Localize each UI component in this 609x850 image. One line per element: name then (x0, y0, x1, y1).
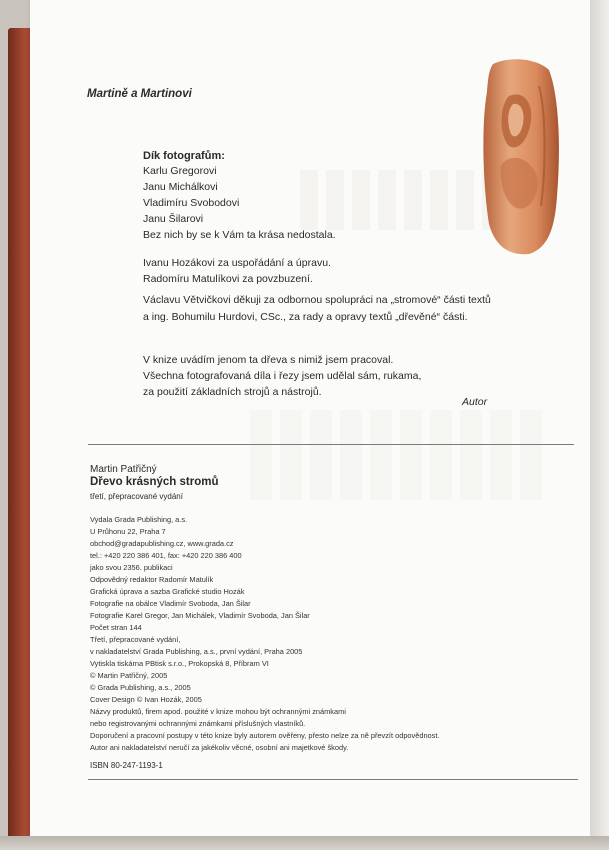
acknowledgement-line: Radomíru Matulíkovi za povzbuzení. (143, 273, 313, 285)
imprint-line: U Průhonu 22, Praha 7 (90, 527, 166, 536)
imprint-line: Cover Design © Ivan Hozák, 2005 (90, 695, 202, 704)
acknowledgement-line: V knize uvádím jenom ta dřeva s nimiž jsem pracoval. (143, 354, 394, 366)
acknowledgement-line: Všechna fotografovaná díla i řezy jsem udělal sám, rukama, (143, 370, 422, 382)
acknowledgement-line: za použití základních strojů a nástrojů. (143, 386, 322, 398)
acknowledgement-line: Karlu Gregorovi (143, 165, 217, 177)
imprint-author: Martin Patřičný (90, 464, 157, 475)
acknowledgement-line: Janu Šilarovi (143, 213, 204, 225)
imprint-line: Počet stran 144 (90, 623, 142, 632)
acknowledgement-line: a ing. Bohumilu Hurdovi, CSc., za rady a opravy textů „dřevěné“ části. (143, 311, 468, 323)
acknowledgement-line: Vladimíru Svobodovi (143, 197, 240, 209)
imprint-line: obchod@gradapublishing.cz, www.grada.cz (90, 539, 234, 548)
acknowledgement-line: Václavu Větvičkovi děkuji za odbornou spolupráci na „stromové“ části textů (143, 294, 491, 306)
imprint-line: v nakladatelství Grada Publishing, a.s., první vydání, Praha 2005 (90, 647, 303, 656)
page-bottom-shadow (0, 836, 609, 850)
acknowledgement-line: Janu Michálkovi (143, 181, 218, 193)
imprint-edition: třetí, přepracované vydání (90, 492, 183, 501)
imprint-line: Grafická úprava a sazba Grafické studio Hozák (90, 587, 245, 596)
acknowledgement-line: Bez nich by se k Vám ta krása nedostala. (143, 229, 336, 241)
imprint-line: Fotografie na obálce Vladimír Svoboda, Jan Šilar (90, 599, 251, 608)
show-through-shadow (250, 410, 550, 500)
next-page-edge (590, 0, 609, 850)
wood-sculpture-image (479, 56, 561, 256)
isbn: ISBN 80-247-1193-1 (90, 761, 163, 770)
imprint-line: © Martin Patřičný, 2005 (90, 671, 168, 680)
imprint-line: Odpovědný redaktor Radomír Matulík (90, 575, 214, 584)
imprint-line: © Grada Publishing, a.s., 2005 (90, 683, 191, 692)
imprint-line: Doporučení a pracovní postupy v této knize byly autorem ověřeny, přesto nelze za ně převzít odpovědnost. (90, 731, 440, 740)
bottom-divider (88, 779, 578, 780)
imprint-line: Vytiskla tiskárna PBtisk s.r.o., Prokopská 8, Příbram VI (90, 659, 269, 668)
imprint-line: Vydala Grada Publishing, a.s. (90, 515, 188, 524)
divider (88, 444, 574, 445)
imprint-line: nebo registrovanými ochrannými známkami příslušných vlastníků. (90, 719, 306, 728)
imprint-title: Dřevo krásných stromů (90, 476, 219, 488)
dedication: Martině a Martinovi (87, 88, 192, 100)
imprint-line: Fotografie Karel Gregor, Jan Michálek, Vladimír Svoboda, Jan Šilar (90, 611, 310, 620)
imprint-line: Třetí, přepracované vydání, (90, 635, 181, 644)
acknowledgement-line: Ivanu Hozákovi za uspořádání a úpravu. (143, 257, 331, 269)
acknowledgements-heading: Dík fotografům: (143, 150, 225, 162)
imprint-line: jako svou 2356. publikaci (90, 563, 173, 572)
author-signature: Autor (462, 396, 488, 408)
imprint-line: tel.: +420 220 386 401, fax: +420 220 386 400 (90, 551, 242, 560)
imprint-line: Autor ani nakladatelství neručí za jakékoliv věcné, osobní ani majetkové škody. (90, 743, 349, 752)
imprint-line: Názvy produktů, firem apod. použité v knize mohou být ochrannými známkami (90, 707, 346, 716)
